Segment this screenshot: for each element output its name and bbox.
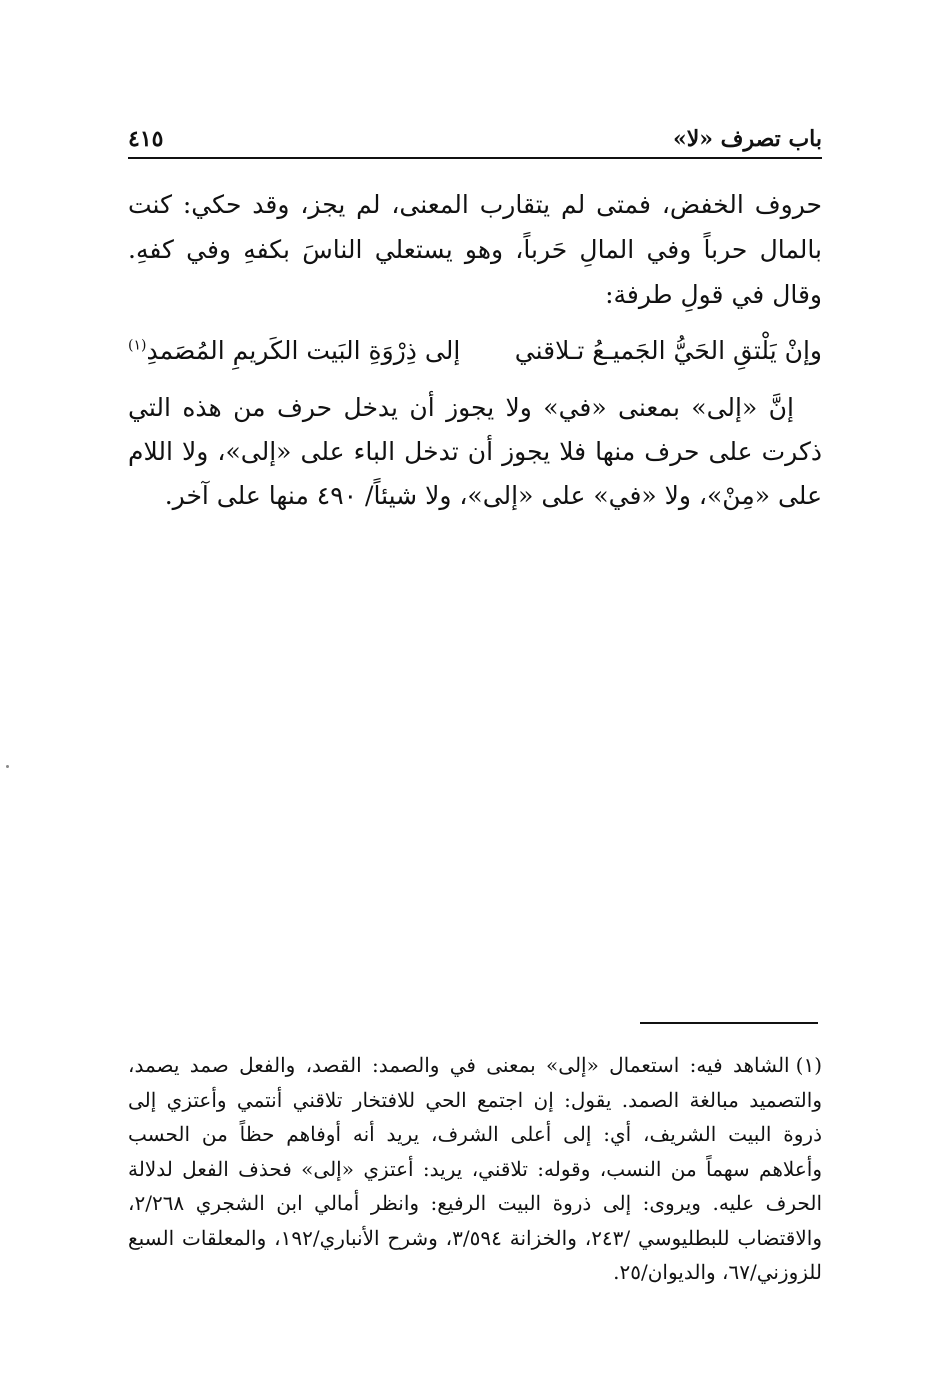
- footnote-separator: [640, 1022, 818, 1024]
- footnote-number: (١): [795, 1053, 822, 1077]
- footnote-text: الشاهد فيه: استعمال «إلى» بمعنى في والصمد: القصد، والفعل صمد يصمد، والتصميد مبالغة الصمد. يقول: إن اجتمع الحي للافتخار تلاقني أنتمي وأعتزي إلى ذروة البيت الشريف، أي: إلى أعلى الشرف، يريد أنه أوفاهم حظاً من الحسب وأعلاهم سهماً من النسب، وقوله: تلاقني، يريد: أعتزي «إلى» فحذف الفعل لدلالة الحرف عليه. ويروى: إلى ذروة البيت الرفيع: وانظر أمالي ابن الشجري ٢/٢٦٨، والاقتضاب للبطليوسي /٢٤٣، والخزانة ٣/٥٩٤، وشرح الأنباري/١٩٢، والمعلقات السبع للزوزني/٦٧، والديوان/٢٥.: [128, 1053, 822, 1284]
- chapter-title: باب تصرف «لا»: [672, 126, 822, 152]
- footnote-1: [128, 1048, 822, 1290]
- paragraph-1: حروف الخفض، فمتى لم يتقارب المعنى، لم يجز، وقد حكي: كنت بالمال حرباً وفي المالِ حَرباً، وهو يستعلي الناسَ بكفهِ وفي كفهِ. وقال في قولِ طرفة:: [128, 190, 822, 309]
- verse-second-hemistich: [128, 326, 460, 376]
- scan-speck: [6, 765, 9, 768]
- footnotes: [128, 1048, 822, 1290]
- verse-first-hemistich: وإنْ يَلْتقِ الحَيُّ الجَميـعُ تـلاقني: [514, 336, 822, 365]
- footnote-reference[interactable]: (١): [128, 337, 147, 354]
- poetry-verse: [128, 326, 822, 376]
- verse-second-hemistich-text: إلى ذِرْوَةِ البَيت الكَريمِ المُصَمدِ: [146, 336, 461, 365]
- paragraph-2: إنَّ «إلى» بمعنى «في» ولا يجوز أن يدخل حرف من هذه التي ذكرت على حرف منها فلا يجوز أن تدخل الباء على «إلى»، ولا اللام على «مِنْ»، ولا «في» على «إلى»، ولا شيئاً/ ٤٩٠ منها على آخر.: [128, 393, 822, 510]
- page-number: ٤١٥: [128, 126, 164, 152]
- main-text-continued: [128, 386, 822, 518]
- main-text: [128, 182, 822, 317]
- running-header: [128, 122, 822, 156]
- header-rule: [128, 157, 822, 159]
